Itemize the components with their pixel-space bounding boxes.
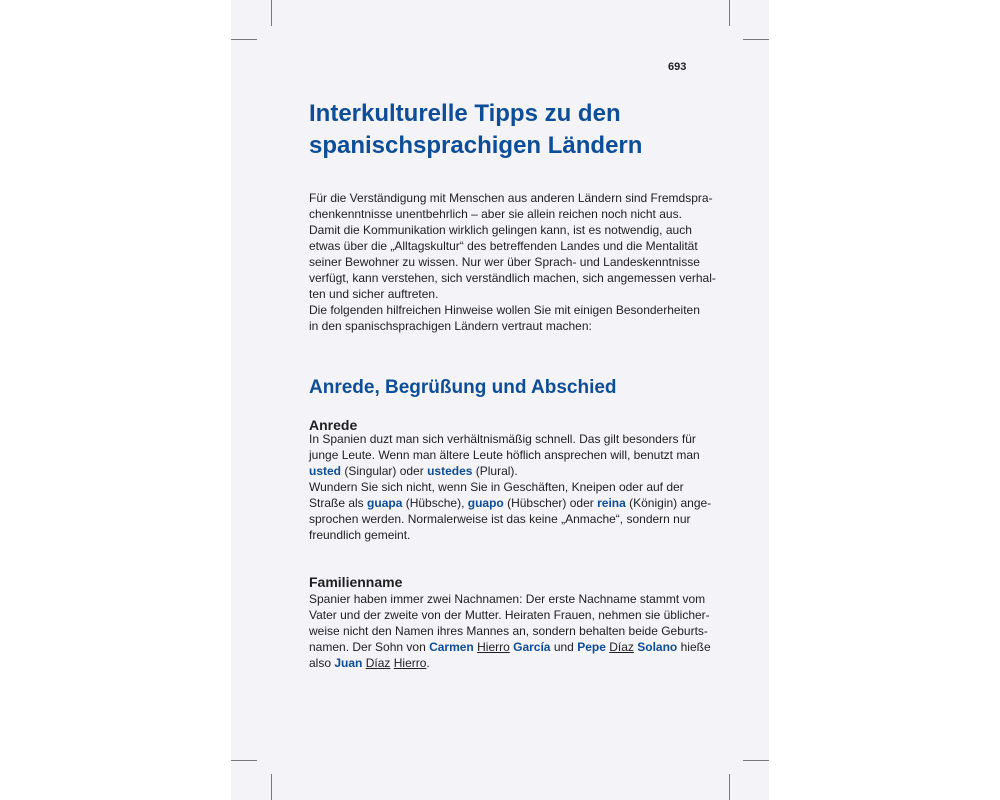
page-title <box>309 98 729 162</box>
anrede-paragraph <box>309 431 712 543</box>
crop-mark <box>271 0 272 26</box>
name-garcia: García <box>513 640 551 654</box>
page-number: 693 <box>668 61 687 73</box>
text-fragment: hieße <box>677 640 711 654</box>
subheading-familienname: Familienname <box>309 574 403 590</box>
intro-line: Die folgenden hilfreichen Hinweise wollen Sie mit einigen Besonderheiten <box>309 303 700 317</box>
text-fragment: . <box>426 656 430 670</box>
crop-mark <box>743 39 769 40</box>
text-line: freundlich gemeint. <box>309 528 411 542</box>
crop-mark <box>231 39 257 40</box>
text-fragment: also <box>309 656 335 670</box>
term-guapo: guapo <box>467 496 504 510</box>
text-fragment: (Hübsche), <box>402 496 468 510</box>
crop-mark <box>729 774 730 800</box>
intro-line: Damit die Kommunikation wirklich gelingen kann, ist es notwendig, auch <box>309 223 692 237</box>
crop-mark <box>729 0 730 26</box>
text-fragment: Straße als <box>309 496 368 510</box>
familienname-paragraph <box>309 591 709 671</box>
page-title-line: Interkulturelle Tipps zu den <box>309 100 621 127</box>
name-solano: Solano <box>637 640 678 654</box>
name-carmen: Carmen <box>429 640 474 654</box>
text-fragment: namen. Der Sohn von <box>309 640 430 654</box>
term-usted: usted <box>309 464 342 478</box>
intro-line: etwas über die „Alltagskultur“ des betreffenden Landes und die Mentalität <box>309 239 698 253</box>
term-reina: reina <box>597 496 626 510</box>
name-diaz: Díaz <box>365 656 391 670</box>
term-ustedes: ustedes <box>427 464 473 478</box>
name-hierro: Hierro <box>393 656 427 670</box>
name-pepe: Pepe <box>577 640 606 654</box>
crop-mark <box>231 760 257 761</box>
text-line: Spanier haben immer zwei Nachnamen: Der erste Nachname stammt vom <box>309 592 706 606</box>
text-fragment: (Königin) ange- <box>625 496 712 510</box>
text-fragment: (Hübscher) oder <box>503 496 598 510</box>
text-line: weise nicht den Namen ihres Mannes an, sondern behalten beide Geburts- <box>309 624 708 638</box>
intro-line: ten und sicher auftreten. <box>309 287 439 301</box>
text-line: Wundern Sie sich nicht, wenn Sie in Geschäften, Kneipen oder auf der <box>309 480 684 494</box>
intro-line: chenkenntnisse unentbehrlich – aber sie allein reichen noch nicht aus. <box>309 207 682 221</box>
text-line: In Spanien duzt man sich verhältnismäßig schnell. Das gilt besonders für <box>309 432 696 446</box>
text-fragment: (Singular) oder <box>341 464 428 478</box>
text-line: Vater und der zweite von der Mutter. Heiraten Frauen, nehmen sie üblicher- <box>309 608 710 622</box>
text-line <box>309 463 709 479</box>
crop-mark <box>271 774 272 800</box>
intro-line: seiner Bewohner zu wissen. Nur wer über Sprach- und Landeskenntnisse <box>309 255 700 269</box>
crop-mark <box>743 760 769 761</box>
text-line <box>309 495 712 511</box>
term-guapa: guapa <box>367 496 403 510</box>
intro-line: in den spanischsprachigen Ländern vertraut machen: <box>309 319 592 333</box>
text-fragment: und <box>550 640 578 654</box>
intro-paragraph <box>309 190 716 334</box>
text-line: sprochen werden. Normalerweise ist das keine „Anmache“, sondern nur <box>309 512 691 526</box>
name-juan: Juan <box>334 656 363 670</box>
subheading-anrede: Anrede <box>309 417 358 433</box>
page-title-line: spanischsprachigen Ländern <box>309 132 643 159</box>
intro-line: Für die Verständigung mit Menschen aus anderen Ländern sind Fremdspra- <box>309 191 713 205</box>
text-fragment: (Plural). <box>472 464 518 478</box>
text-line: junge Leute. Wenn man ältere Leute höflich ansprechen will, benutzt man <box>309 448 700 462</box>
name-hierro: Hierro <box>477 640 510 654</box>
intro-line: verfügt, kann verstehen, sich verständlich machen, sich angemessen verhal- <box>309 271 716 285</box>
text-line <box>309 655 709 671</box>
text-line <box>309 639 709 655</box>
name-diaz: Díaz <box>609 640 634 654</box>
section-title: Anrede, Begrüßung und Abschied <box>309 377 617 398</box>
